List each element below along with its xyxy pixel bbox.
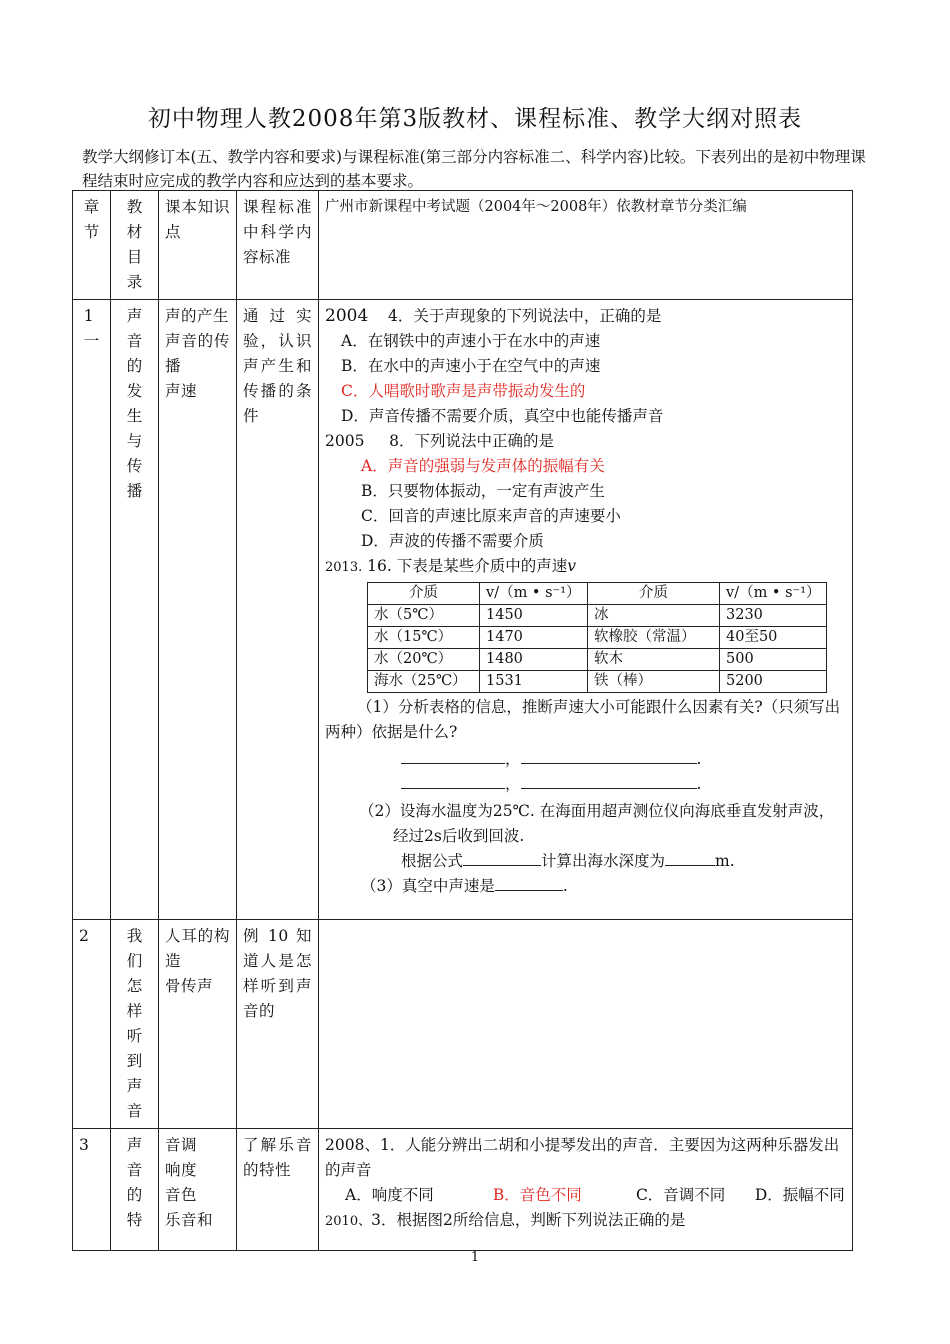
- q2008-options: A．响度不同 B．音色不同 C．音调不同 D．振幅不同: [345, 1186, 845, 1204]
- header-chapter: 章节: [73, 191, 111, 300]
- q2005-answer: A．声音的强弱与发声体的振幅有关: [361, 457, 605, 475]
- q2013-part2-cont: 经过2s后收到回波.: [393, 827, 525, 845]
- speed-table-header: 介质 v/（m • s⁻¹） 介质 v/（m • s⁻¹）: [368, 583, 827, 605]
- q2004-stem: 2004 4．关于声现象的下列说法中，正确的是: [325, 306, 662, 326]
- header-exam: 广州市新课程中考试题（2004年～2008年）依教材章节分类汇编: [319, 191, 853, 300]
- comparison-table: [72, 190, 853, 1251]
- row3-standard: 了解乐音的特性: [237, 1129, 319, 1251]
- q2013-part2-formula: 根据公式 计算出海水深度为 m.: [325, 849, 846, 874]
- row3-catalog: 声音的特: [111, 1129, 159, 1251]
- row2-catalog: 我们怎样听到声音: [111, 920, 159, 1129]
- row3-exam: [319, 1129, 853, 1251]
- answer-blanks: ， .: [325, 772, 846, 797]
- row2-standard: 例 10 知道人是怎样听到声音的: [237, 920, 319, 1129]
- q2008-stem: 2008、1．人能分辨出二胡和小提琴发出的声音．主要因为这两种乐器发出的声音: [325, 1136, 840, 1179]
- row3-knowledge: 音调 响度 音色 乐音和: [159, 1129, 237, 1251]
- q2013-part3: （3）真空中声速是 .: [325, 874, 846, 899]
- q2005-option: D．声波的传播不需要介质: [361, 532, 544, 550]
- page-number: 1: [470, 1250, 480, 1265]
- q2004-option: B．在水中的声速小于在空气中的声速: [341, 357, 601, 375]
- q2005-option: B．只要物体振动，一定有声波产生: [361, 482, 605, 500]
- q2010-stem: 2010、3．根据图2所给信息，判断下列说法正确的是: [325, 1211, 686, 1229]
- document-title: 初中物理人教2008年第3版教材、课程标准、教学大纲对照表: [147, 106, 803, 132]
- table-row: [73, 300, 853, 920]
- table-row: [73, 920, 853, 1129]
- header-catalog: 教材目录: [111, 191, 159, 300]
- q2013-part1: （1）分析表格的信息，推断声速大小可能跟什么因素有关?（只须写出两种）依据是什么?: [325, 698, 841, 741]
- row1-catalog: 声音的发生与传播: [111, 300, 159, 920]
- header-row: [73, 191, 853, 300]
- q2004-answer: C．人唱歌时歌声是声带振动发生的: [341, 382, 586, 400]
- q2013-part2: （2）设海水温度为25℃. 在海面用超声测位仪向海底垂直发射声波，: [359, 802, 835, 820]
- row1-standard: 通过实验，认识声产生和传播的条件: [237, 300, 319, 920]
- row1-chapter: 1一: [73, 300, 111, 920]
- intro-paragraph: 教学大纲修订本(五、教学内容和要求)与课程标准(第三部分内容标准二、科学内容)比较。下表列出的是初中物理课程结束时应完成的教学内容和应达到的基本要求。: [82, 148, 866, 190]
- q2005-option: C．回音的声速比原来声音的声速要小: [361, 507, 621, 525]
- row2-chapter: 2: [73, 920, 111, 1129]
- q2008-answer: B．音色不同: [492, 1186, 582, 1204]
- row2-exam: [319, 920, 853, 1129]
- speed-table-row: 海水（25℃） 1531 铁（棒） 5200: [368, 671, 827, 693]
- q2004-option: A．在钢铁中的声速小于在水中的声速: [341, 332, 601, 350]
- q2005-stem: 2005 8．下列说法中正确的是: [325, 432, 554, 450]
- speed-table-row: 水（20℃） 1480 软木 500: [368, 649, 827, 671]
- answer-blanks: ， .: [325, 747, 846, 772]
- speed-table-row: 水（15℃） 1470 软橡胶（常温） 40至50: [368, 627, 827, 649]
- table-row: [73, 1129, 853, 1251]
- q2013-stem: 2013. 16. 下表是某些介质中的声速v: [325, 557, 576, 575]
- header-knowledge: 课本知识点: [159, 191, 237, 300]
- sound-speed-table: [367, 582, 827, 693]
- speed-table-row: 水（5℃） 1450 冰 3230: [368, 605, 827, 627]
- q2004-option: D．声音传播不需要介质，真空中也能传播声音: [341, 407, 664, 425]
- row2-knowledge: 人耳的构造 骨传声: [159, 920, 237, 1129]
- row1-exam: [319, 300, 853, 920]
- header-standard: 课程标准中科学内容标准: [237, 191, 319, 300]
- row1-knowledge: 声的产生 声音的传播 声速: [159, 300, 237, 920]
- row3-chapter: 3: [73, 1129, 111, 1251]
